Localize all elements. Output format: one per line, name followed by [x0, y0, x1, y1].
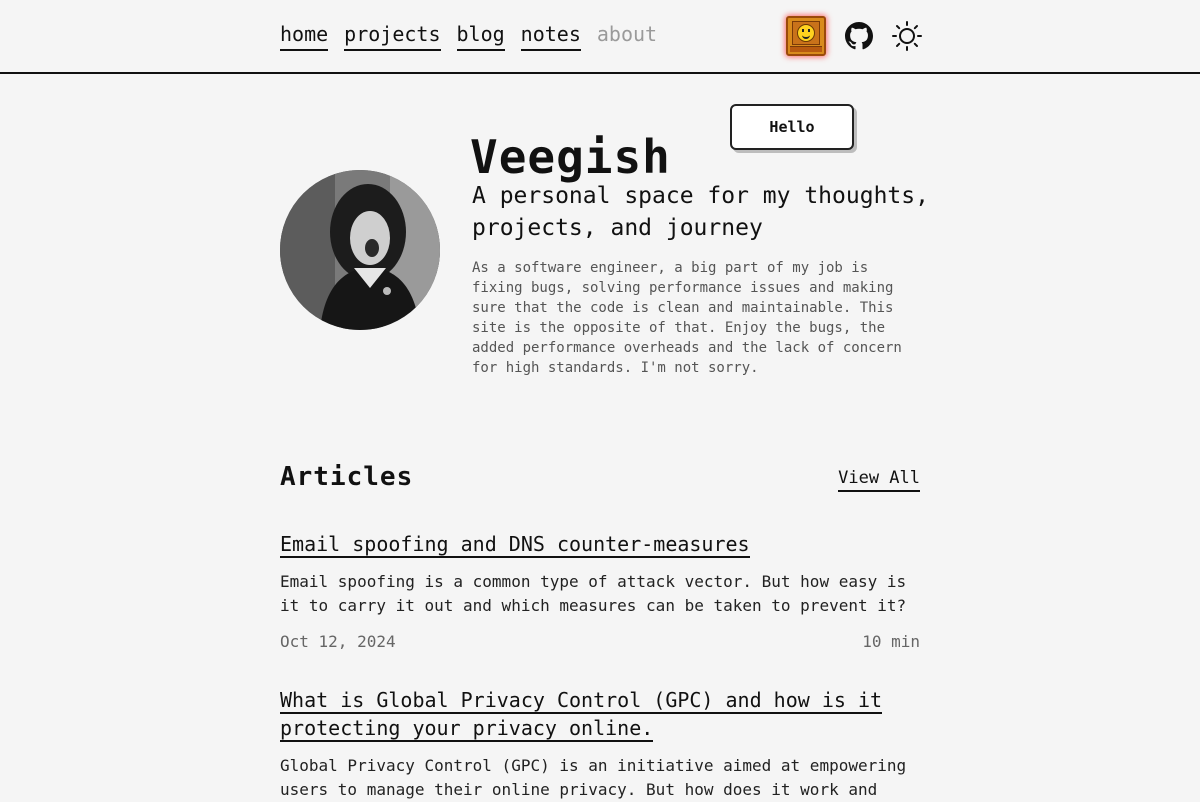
github-logo-svg — [845, 22, 873, 50]
header-icons — [786, 16, 922, 56]
view-all-link[interactable]: View All — [838, 466, 920, 492]
article-description: Email spoofing is a common type of attack vector. But how easy is it to carry it out and which measures can be taken to prevent it? — [280, 572, 907, 615]
avatar — [280, 170, 440, 330]
article-card — [280, 686, 920, 802]
retro-computer-icon[interactable] — [786, 16, 826, 56]
github-icon[interactable] — [844, 21, 874, 51]
article-title-link[interactable]: Email spoofing and DNS counter-measures — [280, 532, 750, 556]
hero-description: As a software engineer, a big part of my job is fixing bugs, solving performance issues and making sure that the code is clean and maintainable. This site is the opposite of that. Enjoy the bugs, the added performance overheads and the lack of concern for high standards. I'm not sorry. — [472, 260, 902, 376]
sun-icon[interactable] — [892, 21, 922, 51]
article-title-heading — [280, 530, 920, 558]
article-card — [280, 530, 920, 654]
article-title-heading — [280, 686, 920, 742]
nav-notes[interactable]: notes — [521, 20, 581, 51]
nav-home[interactable]: home — [280, 20, 328, 51]
avatar-photo — [280, 170, 440, 330]
smiley-face-icon — [797, 24, 815, 42]
article-date: Oct 12, 2024 — [280, 632, 396, 651]
articles-heading: Articles — [280, 462, 414, 492]
article-meta — [280, 630, 920, 654]
hero-title: Veegish — [470, 130, 671, 184]
hello-speech-bubble: Hello — [730, 104, 854, 150]
nav-about[interactable]: about — [596, 22, 658, 46]
article-description: Global Privacy Control (GPC) is an initiative aimed at empowering users to manage their online privacy. But how does it work and — [280, 756, 907, 799]
retro-base — [790, 46, 822, 52]
nav-blog[interactable]: blog — [457, 20, 505, 51]
hero-subtitle: A personal space for my thoughts, projects, and journey — [472, 183, 929, 241]
nav-projects[interactable]: projects — [344, 20, 440, 51]
main-nav — [280, 20, 657, 51]
theme-toggle-svg — [892, 21, 922, 51]
article-read-time: 10 min — [862, 632, 920, 651]
site-header — [0, 0, 1200, 74]
article-title-link[interactable]: What is Global Privacy Control (GPC) and how is it protecting your privacy online. — [280, 688, 883, 740]
